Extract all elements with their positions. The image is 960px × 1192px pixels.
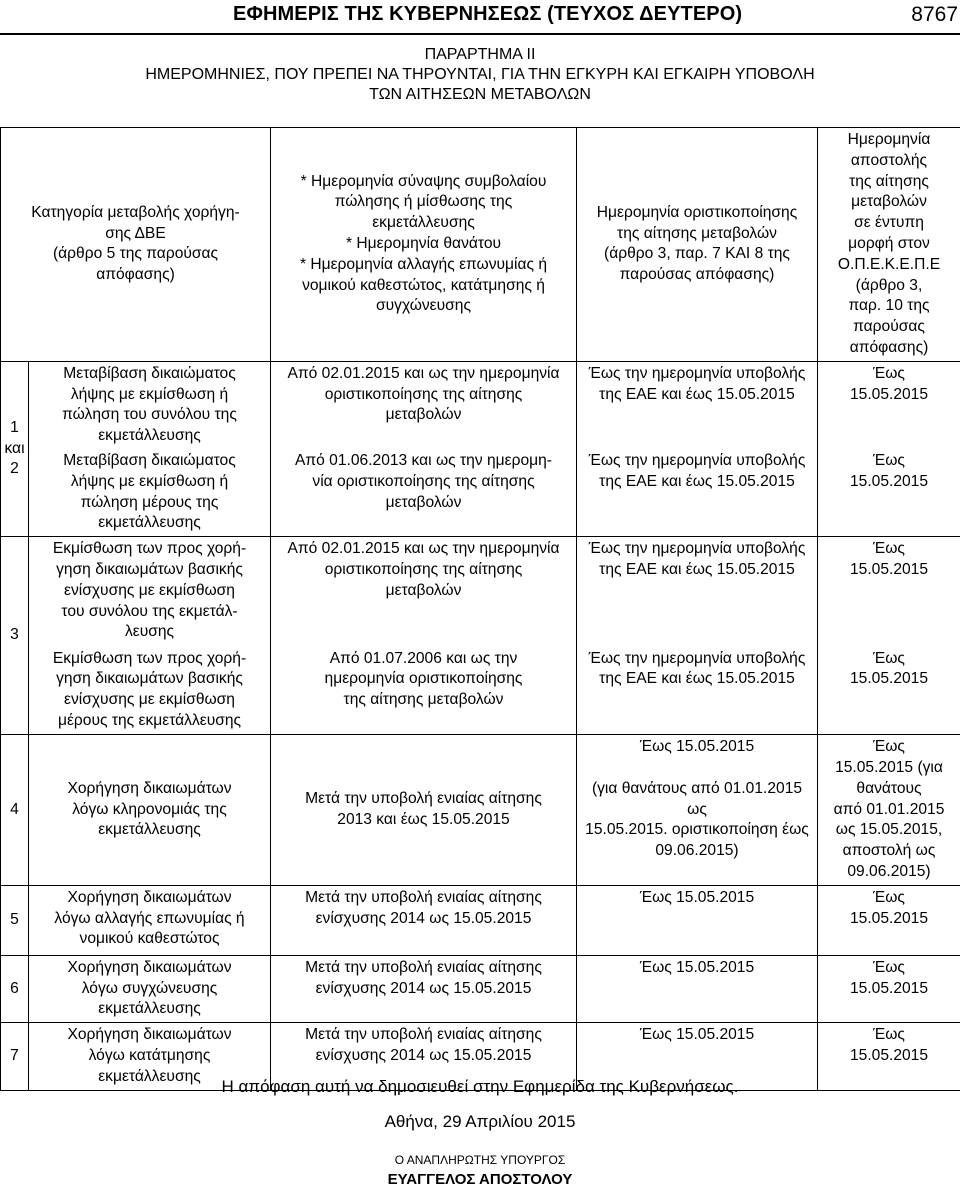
page-number: 8767	[911, 3, 958, 26]
place-date: Αθήνα, 29 Απριλίου 2015	[384, 1112, 576, 1131]
annex-title-line2: ΤΩΝ ΑΙΤΗΣΕΩΝ ΜΕΤΑΒΟΛΩΝ	[369, 86, 591, 103]
publish-statement: Η απόφαση αυτή να δημοσιευθεί στην Εφημερίδα της Κυβερνήσεως.	[221, 1077, 739, 1096]
finalisation-cell: Έως 15.05.2015	[577, 955, 818, 1022]
table-header-row	[1, 128, 960, 362]
paper-cell: Έως 15.05.2015 (για θανάτους από 01.01.2015 ως 15.05.2015, αποστολή ως 09.06.2015)	[818, 735, 960, 886]
paper-cell: Έως 15.05.2015	[818, 361, 960, 449]
dates-cell: Από 02.01.2015 και ως την ημερομηνία οριστικοποίησης της αίτησης μεταβολών	[271, 537, 577, 647]
category-cell: Εκμίσθωση των προς χορή- γηση δικαιωμάτων βασικής ενίσχυσης με εκμίσθωση μέρους της εκμετάλλευσης	[29, 647, 271, 735]
category-cell: Μεταβίβαση δικαιώματος λήψης με εκμίσθωση ή πώληση του συνόλου της εκμετάλλευσης	[29, 361, 271, 449]
category-cell: Χορήγηση δικαιωμάτων λόγω αλλαγής επωνυμίας ή νομικού καθεστώτος	[29, 885, 271, 955]
annex-title-line1: ΗΜΕΡΟΜΗΝΙΕΣ, ΠΟΥ ΠΡΕΠΕΙ ΝΑ ΤΗΡΟΥΝΤΑΙ, ΓΙΑ ΤΗΝ ΕΓΚΥΡΗ ΚΑΙ ΕΓΚΑΙΡΗ ΥΠΟΒΟΛΗ	[145, 66, 815, 83]
table-row	[1, 361, 960, 449]
annex-heading	[0, 45, 960, 105]
row-number: 6	[1, 955, 29, 1022]
table-row	[1, 537, 960, 647]
finalisation-cell: Έως την ημερομηνία υποβολής της ΕΑΕ και έως 15.05.2015	[577, 449, 818, 537]
minister-title: Ο ΑΝΑΠΛΗΡΩΤΗΣ ΥΠΟΥΡΓΟΣ	[394, 1153, 566, 1167]
table-row	[1, 647, 960, 735]
table-row	[1, 885, 960, 955]
row-number: 5	[1, 885, 29, 955]
category-cell: Χορήγηση δικαιωμάτων λόγω κληρονομιάς της εκμετάλλευσης	[29, 735, 271, 886]
finalisation-cell: Έως 15.05.2015	[577, 885, 818, 955]
paper-cell: Έως 15.05.2015	[818, 885, 960, 955]
paper-cell: Έως 15.05.2015	[818, 1023, 960, 1090]
gazette-title: ΕΦΗΜΕΡΙΣ ΤΗΣ ΚΥΒΕΡΝΗΣΕΩΣ (ΤΕΥΧΟΣ ΔΕΥΤΕΡΟ)	[233, 3, 743, 25]
row-number: 7	[1, 1023, 29, 1090]
dates-cell: Μετά την υποβολή ενιαίας αίτησης 2013 και έως 15.05.2015	[271, 735, 577, 886]
annex-label: ΠΑΡΑΡΤΗΜΑ ΙΙ	[424, 46, 536, 63]
row-number: 4	[1, 735, 29, 886]
minister-name: ΕΥΑΓΓΕΛΟΣ ΑΠΟΣΤΟΛΟΥ	[387, 1171, 573, 1188]
dates-cell: Από 01.07.2006 και ως την ημερομηνία οριστικοποίησης της αίτησης μεταβολών	[271, 647, 577, 735]
dates-cell: Μετά την υποβολή ενιαίας αίτησης ενίσχυσης 2014 ως 15.05.2015	[271, 955, 577, 1022]
paper-cell: Έως 15.05.2015	[818, 647, 960, 735]
dates-cell: Από 01.06.2013 και ως την ημερομη- νία οριστικοποίησης της αίτησης μεταβολών	[271, 449, 577, 537]
category-cell: Μεταβίβαση δικαιώματος λήψης με εκμίσθωση ή πώληση μέρους της εκμετάλλευσης	[29, 449, 271, 537]
row-number: 3	[1, 537, 29, 735]
paper-cell: Έως 15.05.2015	[818, 955, 960, 1022]
dates-cell: Μετά την υποβολή ενιαίας αίτησης ενίσχυσης 2014 ως 15.05.2015	[271, 1023, 577, 1090]
category-cell: Εκμίσθωση των προς χορή- γηση δικαιωμάτων βασικής ενίσχυσης με εκμίσθωση του συνόλου της εκμετάλ- λευσης	[29, 537, 271, 647]
dates-cell: Μετά την υποβολή ενιαίας αίτησης ενίσχυσης 2014 ως 15.05.2015	[271, 885, 577, 955]
category-cell: Χορήγηση δικαιωμάτων λόγω συγχώνευσης εκμετάλλευσης	[29, 955, 271, 1022]
header-dates: * Ημερομηνία σύναψης συμβολαίου πώλησης ή μίσθωσης της εκμετάλλευσης * Ημερομηνία θανάτου * Ημερομηνία αλλαγής επωνυμίας ή νομικού καθεστώτος, κατάτμησης ή συγχώνευσης	[271, 128, 577, 362]
finalisation-cell: Έως την ημερομηνία υποβολής της ΕΑΕ και έως 15.05.2015	[577, 647, 818, 735]
finalisation-cell: Έως την ημερομηνία υποβολής της ΕΑΕ και έως 15.05.2015	[577, 361, 818, 449]
page-header	[0, 0, 960, 34]
dates-cell: Από 02.01.2015 και ως την ημερομηνία οριστικοποίησης της αίτησης μεταβολών	[271, 361, 577, 449]
header-finalisation: Ημερομηνία οριστικοποίησης της αίτησης μεταβολών (άρθρο 3, παρ. 7 ΚΑΙ 8 της παρούσας απόφασης)	[577, 128, 818, 362]
table-row	[1, 735, 960, 886]
table-row	[1, 449, 960, 537]
finalisation-cell: Έως την ημερομηνία υποβολής της ΕΑΕ και έως 15.05.2015	[577, 537, 818, 647]
annex-table	[0, 127, 960, 1091]
header-paper-submission: Ημερομηνία αποστολής της αίτησης μεταβολών σε έντυπη μορφή στον Ο.Π.Ε.Κ.Ε.Π.Ε (άρθρο 3, παρ. 10 της παρούσας απόφασης)	[818, 128, 960, 362]
row-number: 1 και 2	[1, 361, 29, 536]
category-cell: Χορήγηση δικαιωμάτων λόγω κατάτμησης εκμετάλλευσης	[29, 1023, 271, 1090]
paper-cell: Έως 15.05.2015	[818, 449, 960, 537]
header-category: Κατηγορία μεταβολής χορήγη- σης ΔΒΕ (άρθρο 5 της παρούσας απόφασης)	[1, 128, 271, 362]
header-rule	[0, 33, 960, 35]
finalisation-cell: Έως 15.05.2015 (για θανάτους από 01.01.2015 ως 15.05.2015. οριστικοποίηση έως 09.06.2015)	[577, 735, 818, 886]
paper-cell: Έως 15.05.2015	[818, 537, 960, 647]
table-row	[1, 955, 960, 1022]
finalisation-cell: Έως 15.05.2015	[577, 1023, 818, 1090]
